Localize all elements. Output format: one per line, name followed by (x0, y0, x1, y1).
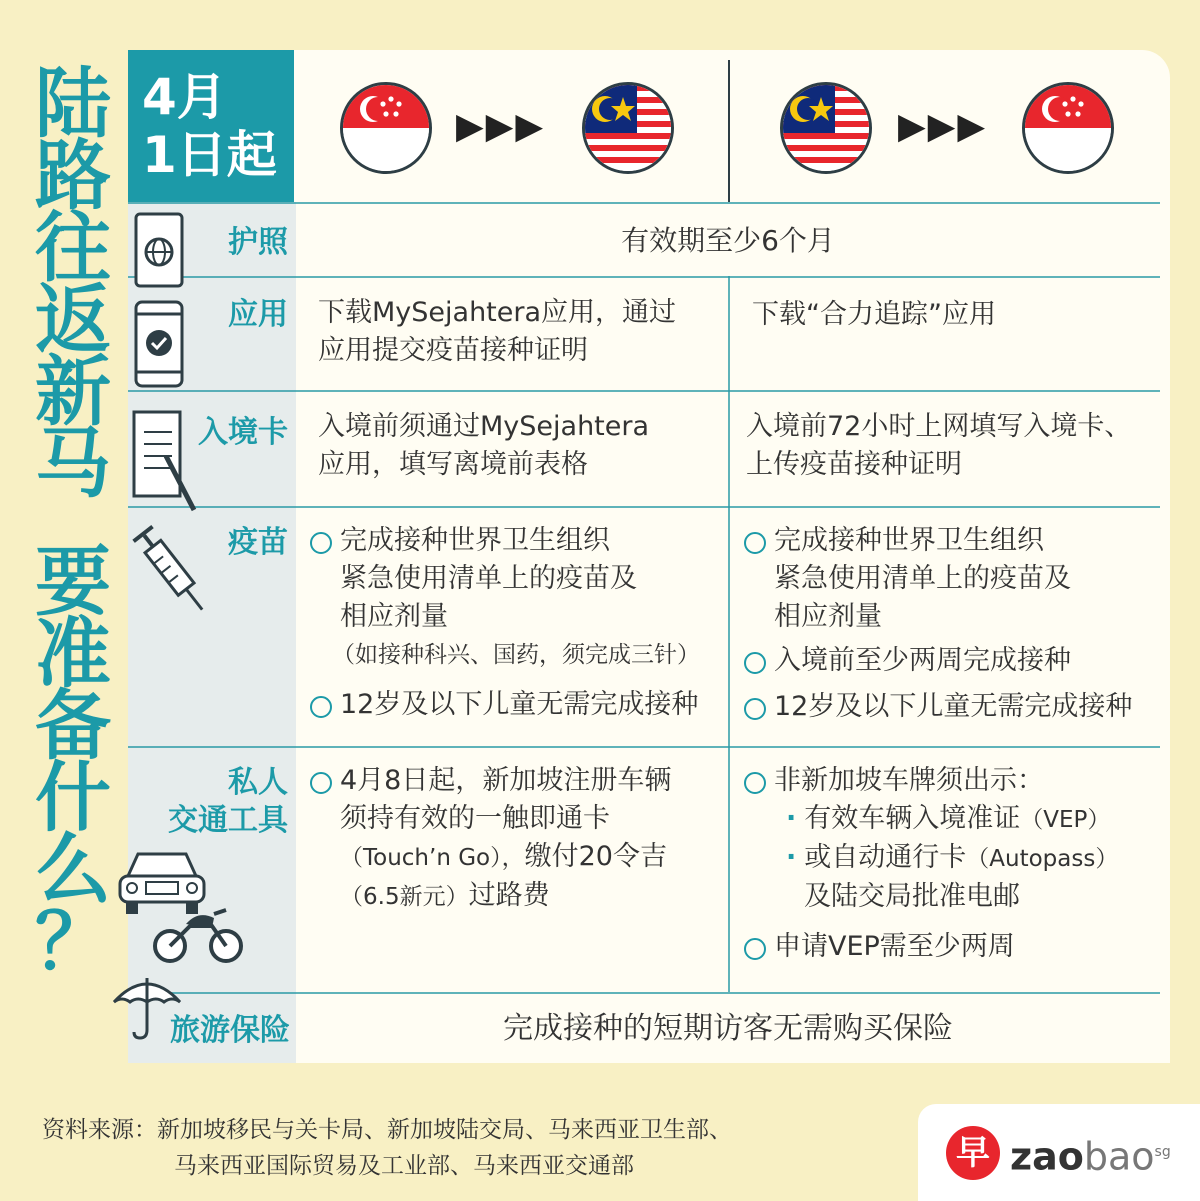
date-line: 1日起 (142, 126, 277, 184)
title-char: 备 (35, 681, 111, 770)
bullet-item (744, 642, 1156, 680)
text-fragment: 缴付20令吉 (524, 841, 667, 872)
text-line: 上传疫苗接种证明 (746, 449, 962, 480)
text-line: 非新加坡车牌须出示： (774, 765, 1044, 796)
bullet-ring-icon (744, 772, 766, 794)
vaccine-note: （如接种科兴、国药，须完成三针） (332, 642, 700, 668)
effective-date (128, 50, 294, 202)
transport-sg-to-my (310, 762, 720, 916)
title-char: 返 (35, 275, 111, 364)
bullet-item (744, 762, 1156, 916)
title-char: 什 (35, 753, 111, 842)
my-flag-icon (582, 82, 674, 174)
text-line: 须持有效的一触即通卡 (340, 803, 610, 834)
insurance-requirement: 完成接种的短期访客无需购买保险 (503, 1011, 953, 1046)
bullet-ring-icon (310, 696, 332, 718)
divider (728, 60, 730, 202)
dot-icon: · (786, 842, 797, 873)
text-line: 下载MySejahtera应用，通过 (318, 297, 677, 328)
divider (128, 202, 1160, 204)
bullet-ring-icon (744, 532, 766, 554)
bullet-ring-icon (310, 772, 332, 794)
passport-requirement: 有效期至少6个月 (621, 224, 835, 257)
text-line-group (340, 877, 671, 916)
bullet-item (744, 522, 1156, 636)
row-label-transport (140, 764, 288, 840)
source-line: 马来西亚国际贸易及工业部、马来西亚交通部 (174, 1153, 634, 1179)
text-line-group (340, 838, 671, 877)
dot-icon: · (786, 803, 797, 834)
logo-wordmark (1010, 1130, 1171, 1179)
bullet-item (310, 762, 720, 916)
title-char: ？ (35, 897, 111, 986)
sub-bullet (786, 839, 1118, 878)
row-label-vaccine: 疫苗 (228, 525, 288, 560)
date-line: 4月 (142, 68, 227, 126)
text-line: 相应剂量 (774, 601, 882, 632)
text-line: 及陆交局批准电邮 (804, 881, 1020, 912)
text-fragment: （Autopass） (966, 846, 1119, 872)
arrow-right-icon: ▶▶▶ (456, 106, 546, 147)
source-note (42, 1112, 732, 1184)
vertical-title (28, 59, 118, 986)
title-char: 要 (35, 537, 111, 626)
divider (128, 992, 1160, 994)
text-line: 入境前至少两周完成接种 (774, 645, 1071, 676)
row-label-passport: 护照 (228, 225, 288, 260)
title-char: 新 (35, 347, 111, 436)
label-line: 私人 (228, 765, 288, 800)
title-char: 路 (35, 131, 111, 220)
text-line: 入境前须通过MySejahtera (318, 411, 650, 442)
bullet-item (310, 522, 720, 674)
bullet-item (744, 688, 1156, 726)
text-line: 紧急使用清单上的疫苗及 (340, 563, 637, 594)
text-fragment: （Touch’n Go）， (340, 845, 525, 871)
app-sg-to-my (318, 294, 718, 370)
divider (728, 276, 730, 992)
zaobao-logo[interactable] (918, 1104, 1200, 1201)
arrow-right-icon: ▶▶▶ (898, 106, 988, 147)
entry-card-sg-to-my (318, 408, 718, 484)
text-line: 紧急使用清单上的疫苗及 (774, 563, 1071, 594)
row-label-entry-card: 入境卡 (198, 415, 288, 450)
text-line: 12岁及以下儿童无需完成接种 (340, 689, 699, 720)
bullet-ring-icon (744, 698, 766, 720)
text-fragment: 有效车辆入境准证 (804, 803, 1021, 834)
text-line: 申请VEP需至少两周 (774, 931, 1015, 962)
logo-sup: sg (1154, 1144, 1171, 1160)
my-flag-icon (780, 82, 872, 174)
title-char: 么 (35, 825, 111, 914)
bullet-item (310, 686, 720, 724)
entry-card-my-to-sg (746, 408, 1156, 484)
bullet-ring-icon (310, 532, 332, 554)
title-char: 准 (35, 609, 111, 698)
text-fragment: （6.5新元） (340, 884, 469, 910)
sub-bullet (786, 800, 1118, 839)
text-line: 完成接种世界卫生组织 (340, 525, 610, 556)
text-line: 应用提交疫苗接种证明 (318, 335, 588, 366)
source-line: 资料来源：新加坡移民与关卡局、新加坡陆交局、马来西亚卫生部、 (42, 1117, 732, 1143)
text-line: 12岁及以下儿童无需完成接种 (774, 691, 1133, 722)
title-char: 马 (35, 419, 111, 508)
text-line: 4月8日起，新加坡注册车辆 (340, 765, 672, 796)
bullet-ring-icon (744, 938, 766, 960)
text-fragment: 过路费 (468, 880, 550, 911)
logo-text: zao (1010, 1134, 1084, 1179)
text-line: 应用，填写离境前表格 (318, 449, 588, 480)
text-line: 相应剂量 (340, 601, 448, 632)
sg-flag-icon (1022, 82, 1114, 174)
text-fragment: （VEP） (1020, 807, 1111, 833)
logo-mark: 早 (946, 1126, 1000, 1180)
divider (128, 746, 1160, 748)
text-fragment: 或自动通行卡 (804, 842, 967, 873)
divider (128, 276, 1160, 278)
row-label-insurance: 旅游保险 (170, 1013, 290, 1048)
bullet-item (744, 928, 1156, 966)
divider (128, 390, 1160, 392)
divider (128, 506, 1160, 508)
bullet-ring-icon (744, 652, 766, 674)
motorcycle-icon (152, 904, 244, 970)
row-label-app: 应用 (228, 297, 288, 332)
vaccine-my-to-sg (744, 522, 1156, 726)
transport-my-to-sg (744, 762, 1156, 966)
sg-flag-icon (340, 82, 432, 174)
title-char: 往 (35, 203, 111, 292)
title-char: 陆 (35, 59, 111, 148)
logo-text: bao (1083, 1134, 1155, 1179)
vaccine-sg-to-my (310, 522, 720, 724)
label-line: 交通工具 (168, 803, 288, 838)
app-my-to-sg: 下载“合力追踪”应用 (752, 299, 996, 330)
phone-check-icon (134, 300, 184, 392)
text-line: 入境前72小时上网填写入境卡、 (746, 411, 1132, 442)
text-line: 完成接种世界卫生组织 (774, 525, 1044, 556)
passport-icon (134, 212, 184, 292)
